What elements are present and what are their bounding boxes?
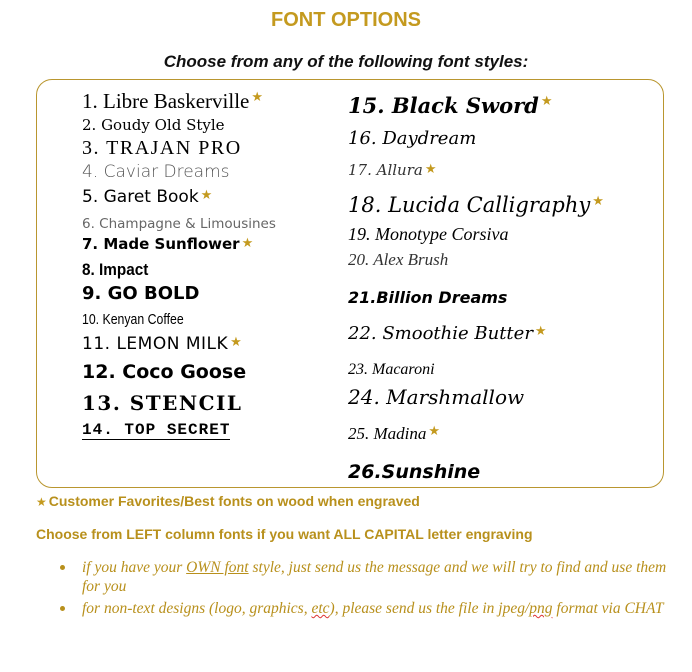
- font-option-4: 4. Caviar Dreams: [82, 162, 230, 182]
- font-option-23: 23. Macaroni: [348, 361, 435, 378]
- font-option-3: 3. TRAJAN PRO: [82, 137, 242, 159]
- font-option-20: 20. Alex Brush: [348, 250, 449, 269]
- bullet-icon: [60, 565, 65, 570]
- star-icon: ★: [592, 194, 604, 209]
- font-option-2: 2. Goudy Old Style: [82, 116, 225, 134]
- list-item: if you have your OWN font style, just send us the message and we will try to find and use them for you: [60, 558, 670, 596]
- font-option-12: 12. Coco Goose: [82, 361, 247, 383]
- capital-letters-note: Choose from LEFT column fonts if you want ALL CAPITAL letter engraving: [36, 526, 533, 542]
- font-option-25: 25. Madina ★: [348, 424, 441, 443]
- font-option-24: 24. Marshmallow: [348, 385, 525, 409]
- font-option-17: 17. Allura ★: [348, 161, 437, 179]
- font-option-10: 10. Kenyan Coffee: [82, 311, 184, 328]
- font-option-9: 9. GO BOLD: [82, 283, 200, 304]
- font-option-26: 26.Sunshine: [348, 461, 481, 483]
- font-option-16: 16. Daydream: [348, 128, 477, 149]
- font-option-11: 11. LEMON MILK ★: [82, 334, 243, 354]
- star-icon: ★: [424, 162, 437, 177]
- font-option-14: 14. TOP SECRET: [82, 421, 231, 439]
- notes-list: [60, 558, 670, 621]
- star-icon: ★: [36, 495, 47, 509]
- star-icon: ★: [241, 236, 254, 251]
- font-option-7: 7. Made Sunflower ★: [82, 235, 254, 253]
- font-option-8: 8. Impact: [82, 260, 149, 279]
- star-icon: ★: [200, 188, 213, 203]
- star-icon: ★: [251, 90, 264, 105]
- font-option-5: 5. Garet Book ★: [82, 187, 213, 207]
- font-option-18: 18. Lucida Calligraphy ★: [348, 193, 604, 217]
- font-option-19: 19. Monotype Corsiva: [348, 224, 509, 244]
- font-option-21: 21.Billion Dreams: [348, 288, 508, 307]
- font-option-6: 6. Champagne & Limousines: [82, 216, 276, 232]
- list-item: for non-text designs (logo, graphics, etc), please send us the file in jpeg/png format via CHAT: [60, 599, 670, 618]
- star-icon: ★: [534, 324, 547, 339]
- star-icon: ★: [230, 335, 243, 350]
- font-option-15: 15. Black Sword ★: [348, 93, 553, 118]
- font-option-22: 22. Smoothie Butter ★: [348, 323, 547, 344]
- star-icon: ★: [428, 424, 441, 439]
- favorites-note: ★ Customer Favorites/Best fonts on wood when engraved: [36, 493, 420, 509]
- page-subtitle: Choose from any of the following font styles:: [163, 52, 529, 71]
- font-option-1: 1. Libre Baskerville ★: [82, 89, 264, 113]
- font-option-13: 13. STENCIL: [82, 391, 243, 415]
- bullet-icon: [60, 606, 65, 611]
- star-icon: ★: [540, 94, 553, 109]
- font-options-box: [36, 79, 664, 488]
- page-title: FONT OPTIONS: [271, 9, 421, 31]
